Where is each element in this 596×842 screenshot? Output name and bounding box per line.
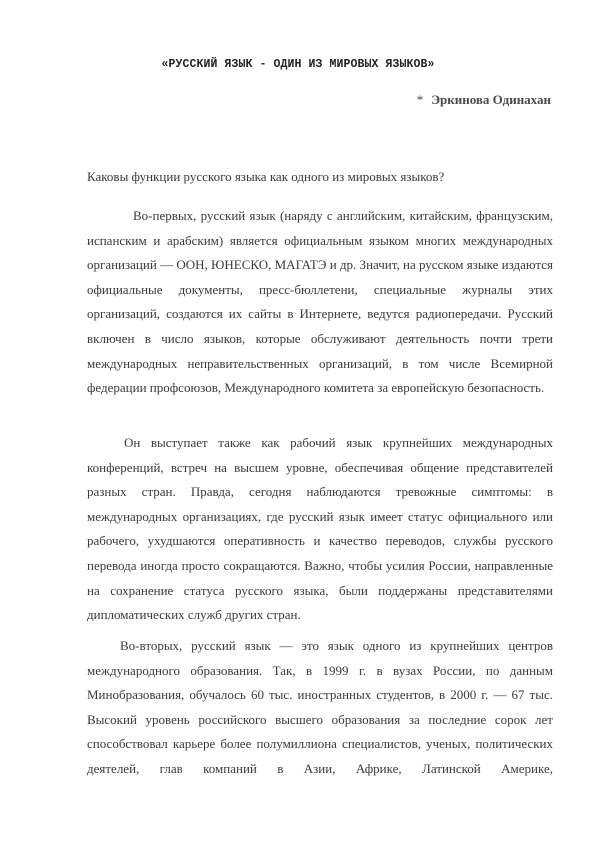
paragraph-2: Он выступает также как рабочий язык крупнейших международных конференций, встреч на высшем уровне, обеспечивая общение представителей разных стран. Правда, сегодня наблюдаются тревожные симптомы: в международных организациях, где русский язык имеет статус официального или рабочего, ухудшаются оперативность и качество переводов, службы русского перевода иногда просто сокращаются. Важно, чтобы усилия России, направленные на сохранение статуса русского языка, были поддержаны представителями дипломатических служб других стран.: [87, 435, 553, 623]
paragraph-1: Во-первых, русский язык (наряду с английским, китайским, французским, испанским и арабским) является официальным языком многих международных организаций — ООН, ЮНЕСКО, МАГАТЭ и др. Значит, на русском языке издаются официальные документы, пресс-бюллетени, специальные журналы этих организаций, создаются их сайты в Интернете, ведутся радиопередачи. Русский включен в число языков, которые обслуживают деятельность почти трети международных неправительственных организаций, в том числе Всемирной федерации профсоюзов, Международного комитета за европейскую безопасность.: [87, 208, 553, 396]
document-title: «РУССКИЙ ЯЗЫК - ОДИН ИЗ МИРОВЫХ ЯЗЫКОВ»: [161, 58, 435, 71]
question-heading: Каковы функции русского языка как одного из мировых языков?: [87, 169, 445, 184]
footnote-asterisk: *: [416, 92, 424, 107]
author-line: [417, 92, 551, 108]
paragraph-3: Во-вторых, русский язык — это язык одного из крупнейших центров международного образования. Так, в 1999 г. в вузах России, по данным Минобразования, обучалось 60 тыс. иностранных студентов, в 2000 г. — 67 тыс. Высокий уровень российского высшего образования за последние сорок лет способствовал карьере более полумиллиона специалистов, ученых, политических деятелей, глав компаний в Азии, Африке, Латинской Америке,: [87, 638, 553, 776]
author-name: Эркинова Одинахан: [431, 92, 551, 107]
